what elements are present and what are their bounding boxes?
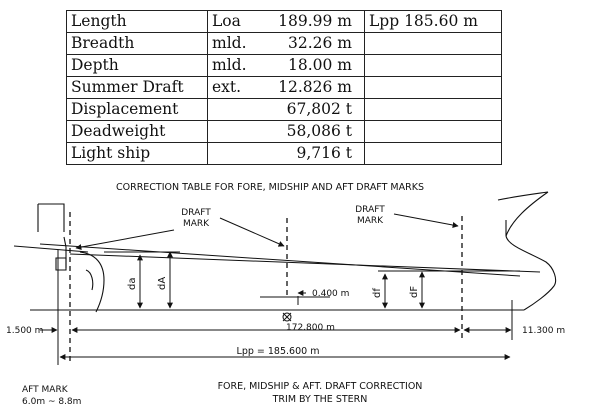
row-value: 18.00 m <box>288 55 352 74</box>
row-prefix: ext. <box>212 77 242 96</box>
row-label: Displacement <box>67 99 208 121</box>
label-dF: dF <box>409 285 420 298</box>
draft-mark-right-line1: DRAFT <box>355 205 385 215</box>
row-prefix: mld. <box>212 33 247 52</box>
caption-line1: FORE, MIDSHIP & AFT. DRAFT CORRECTION <box>217 381 423 392</box>
draft-mark-left-leader <box>220 218 284 246</box>
row-label: Depth <box>67 55 208 77</box>
draft-mark-left-aft-leader <box>76 230 174 248</box>
dim-0400: 0.400 m <box>312 289 350 299</box>
dim-11300: 11.300 m <box>522 326 566 336</box>
aft-mark-range: 6.0m ~ 8.8m <box>22 397 82 407</box>
draft-mark-right-leader <box>394 214 458 226</box>
row-prefix: mld. <box>212 55 247 74</box>
dim-1500: 1.500 m <box>6 326 44 336</box>
row-value: 189.99 m <box>278 11 352 30</box>
aft-mark-title: AFT MARK <box>22 385 68 395</box>
row-label: Breadth <box>67 33 208 55</box>
label-df: df <box>372 288 383 298</box>
dim-lpp: Lpp = 185.600 m <box>236 346 320 357</box>
row-prefix: Loa <box>212 11 241 30</box>
waterlines <box>14 244 540 297</box>
row-value: 32.26 m <box>288 33 352 52</box>
row-extra: Lpp 185.60 m <box>365 11 502 33</box>
row-label: Summer Draft <box>67 77 208 99</box>
draft-mark-right-line2: MARK <box>356 216 384 226</box>
draft-mark-left-line2: MARK <box>182 219 210 229</box>
midship-symbol <box>283 313 291 321</box>
caption-line2: TRIM BY THE STERN <box>272 394 368 405</box>
row-value: 12.826 m <box>278 77 352 96</box>
label-dA: dA <box>157 276 168 290</box>
diagram-title: CORRECTION TABLE FOR FORE, MIDSHIP AND AFT DRAFT MARKS <box>115 182 425 193</box>
draft-mark-left-line1: DRAFT <box>181 208 211 218</box>
row-value: 67,802 t <box>286 99 352 118</box>
row-label: Deadweight <box>67 121 208 143</box>
row-label: Length <box>67 11 208 33</box>
row-label: Light ship <box>67 143 208 165</box>
label-da: da <box>127 277 138 290</box>
dim-172800: 172.800 m <box>286 323 335 333</box>
row-value: 9,716 t <box>296 143 352 162</box>
row-value: 58,086 t <box>286 121 352 140</box>
